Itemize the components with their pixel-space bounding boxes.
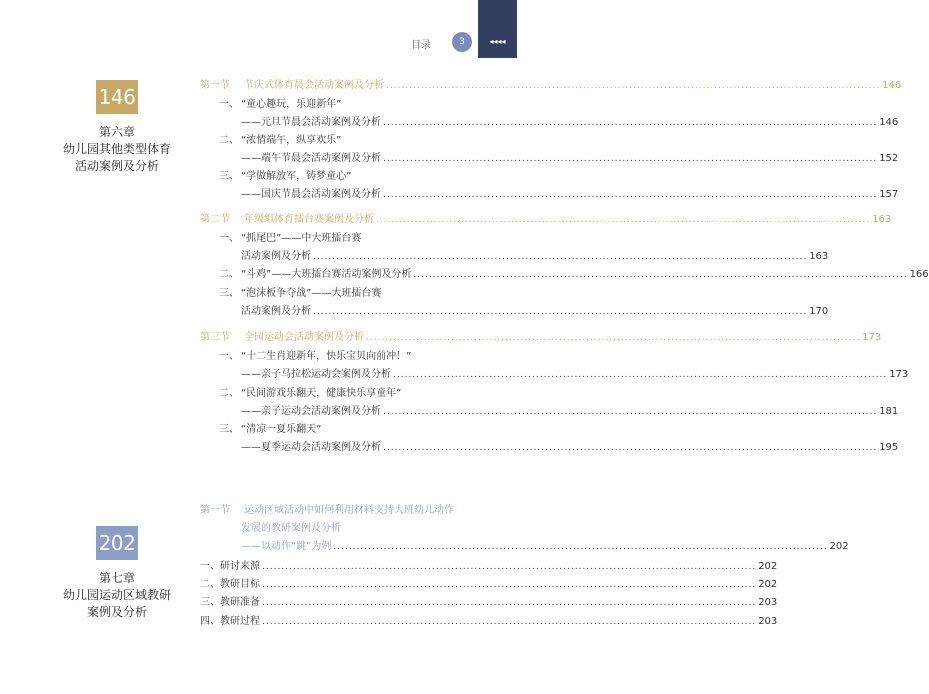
toc-entry-title: “十二生肖迎新年，快乐宝贝向前冲！” bbox=[241, 351, 412, 362]
toc-page-number: 166 bbox=[909, 269, 929, 280]
toc-page-number: 203 bbox=[758, 597, 778, 608]
toc-page-number: 146 bbox=[879, 117, 899, 128]
toc-leader-dots: ................................................................................................................................ bbox=[376, 215, 871, 225]
toc-entry-number: 一、 bbox=[200, 561, 220, 572]
chapter-name-line2: 案例及分析 bbox=[86, 605, 147, 619]
toc-entry bbox=[200, 596, 778, 610]
toc-page-number: 173 bbox=[862, 332, 882, 343]
toc-entry-number: 一、 bbox=[219, 233, 239, 244]
toc-entry-number: 三、 bbox=[219, 171, 239, 182]
toc-entry-title: ——端午节晨会活动案例及分析 bbox=[241, 153, 381, 164]
contents-label: 目录 bbox=[411, 40, 431, 51]
toc-entry-title: 年级组体育擂台赛案例及分析 bbox=[244, 214, 374, 225]
corner-tab bbox=[478, 0, 517, 58]
toc-leader-dots: ................................................................................................................................ bbox=[383, 190, 878, 200]
toc-entry-title: “斗鸡”——大班擂台赛活动案例及分析 bbox=[241, 269, 412, 280]
toc-entry bbox=[241, 441, 899, 455]
toc-section-entry bbox=[200, 504, 464, 517]
toc-entry bbox=[241, 152, 899, 166]
toc-entry-title: “泡沫板争夺战”——大班擂台赛 bbox=[241, 288, 382, 299]
toc-entry bbox=[219, 423, 464, 436]
chapter-7-block bbox=[37, 526, 197, 621]
toc-leader-dots: ................................................................................................................................ bbox=[383, 407, 878, 417]
toc-leader-dots: ................................................................................................................................ bbox=[313, 307, 808, 317]
toc-entry-title: 教研准备 bbox=[220, 597, 260, 608]
toc-page-number: 152 bbox=[879, 153, 899, 164]
toc-entry-number: 一、 bbox=[219, 99, 239, 110]
toc-leader-dots: ................................................................................................................................ bbox=[262, 598, 757, 608]
toc-leader-dots: ................................................................................................................................ bbox=[413, 270, 908, 280]
chapter-number: 第六章 bbox=[98, 125, 135, 139]
toc-entry bbox=[200, 578, 778, 592]
toc-entry-number: 四、 bbox=[200, 616, 220, 627]
back-arrows-icon: ◂◂◂◂ bbox=[489, 37, 506, 46]
toc-entry-title: ——元旦节晨会活动案例及分析 bbox=[241, 117, 381, 128]
toc-entry-title: “童心趣玩，乐迎新年” bbox=[241, 99, 342, 110]
toc-entry bbox=[219, 387, 464, 400]
toc-entry bbox=[241, 305, 829, 319]
toc-page-number: 203 bbox=[758, 616, 778, 627]
toc-entry-title: ——夏季运动会活动案例及分析 bbox=[241, 442, 381, 453]
toc-entry-number: 二、 bbox=[219, 388, 239, 399]
toc-page-number: 202 bbox=[758, 579, 778, 590]
toc-entry bbox=[241, 405, 899, 419]
toc-entry bbox=[200, 560, 778, 574]
toc-entry bbox=[219, 287, 464, 300]
toc-entry bbox=[241, 368, 909, 382]
toc-entry-number: 三、 bbox=[219, 288, 239, 299]
toc-entry bbox=[241, 188, 899, 202]
toc-leader-dots: ................................................................................................................................ bbox=[383, 443, 878, 453]
toc-entry-title: 发展的教研案例及分析 bbox=[241, 523, 341, 534]
toc-entry-number: 二、 bbox=[200, 579, 220, 590]
toc-leader-dots: ................................................................................................................................ bbox=[313, 252, 808, 262]
toc-leader-dots: ................................................................................................................................ bbox=[262, 562, 757, 572]
toc-entry bbox=[241, 522, 464, 535]
toc-section-entry bbox=[200, 79, 902, 93]
toc-entry-number: 三、 bbox=[219, 424, 239, 435]
toc-entry-title: “清凉一夏乐翻天” bbox=[241, 424, 322, 435]
chapter-start-page: 146 bbox=[96, 80, 138, 114]
toc-entry bbox=[219, 232, 464, 245]
chapter-title bbox=[37, 124, 197, 175]
toc-entry-title: ——国庆节晨会活动案例及分析 bbox=[241, 189, 381, 200]
toc-entry bbox=[219, 268, 929, 282]
toc-entry-number: 三、 bbox=[200, 597, 220, 608]
toc-page-number: 163 bbox=[872, 214, 892, 225]
chapter-6-block bbox=[37, 80, 197, 175]
toc-leader-dots: ................................................................................................................................ bbox=[333, 542, 828, 552]
toc-page-number: 146 bbox=[882, 80, 902, 91]
chapter-start-page: 202 bbox=[96, 526, 138, 560]
chapter-name-line2: 活动案例及分析 bbox=[74, 159, 159, 173]
toc-entry-title: ——亲子运动会活动案例及分析 bbox=[241, 406, 381, 417]
chapter-number: 第七章 bbox=[98, 571, 135, 585]
toc-entry-title: “浓情端午，纵享欢乐” bbox=[241, 135, 342, 146]
page-number-badge: 3 bbox=[452, 32, 472, 52]
toc-leader-dots: ................................................................................................................................ bbox=[383, 118, 878, 128]
toc-entry bbox=[219, 350, 464, 363]
toc-page-number: 195 bbox=[879, 442, 899, 453]
toc-section-entry bbox=[200, 331, 882, 345]
toc-entry-number: 二、 bbox=[219, 269, 239, 280]
toc-page-number: 202 bbox=[829, 541, 849, 552]
toc-entry-title: ——亲子马拉松运动会案例及分析 bbox=[241, 369, 391, 380]
toc-entry bbox=[219, 170, 464, 183]
chapter-name-line1: 幼儿园运动区域教研 bbox=[62, 588, 171, 602]
toc-leader-dots: ................................................................................................................................ bbox=[262, 617, 757, 627]
toc-leader-dots: ................................................................................................................................ bbox=[393, 370, 888, 380]
toc-entry-title: 节庆式体育晨会活动案例及分析 bbox=[244, 80, 384, 91]
toc-entry bbox=[219, 134, 464, 147]
toc-page-number: 163 bbox=[809, 251, 829, 262]
toc-entry-title: “民间游戏乐翻天，健康快乐享童年” bbox=[241, 388, 402, 399]
toc-entry-number: 一、 bbox=[219, 351, 239, 362]
toc-entry bbox=[241, 250, 829, 264]
toc-leader-dots: ................................................................................................................................ bbox=[262, 580, 757, 590]
toc-entry-number: 第一节 bbox=[200, 80, 230, 91]
toc-entry bbox=[200, 615, 778, 629]
toc-entry-title: ——以动作“跳”为例 bbox=[241, 541, 332, 552]
toc-entry-title: 教研目标 bbox=[220, 579, 260, 590]
toc-section-entry bbox=[200, 213, 892, 227]
toc-entry bbox=[241, 540, 849, 554]
toc-entry-number: 第二节 bbox=[200, 214, 230, 225]
toc-page-number: 181 bbox=[879, 406, 899, 417]
toc-entry-title: 研讨来源 bbox=[220, 561, 260, 572]
toc-page-number: 173 bbox=[889, 369, 909, 380]
toc-entry bbox=[219, 98, 464, 111]
toc-entry-title: 活动案例及分析 bbox=[241, 306, 311, 317]
toc-entry-title: 教研过程 bbox=[220, 616, 260, 627]
toc-page-number: 202 bbox=[758, 561, 778, 572]
toc-entry-number: 第三节 bbox=[200, 332, 230, 343]
toc-entry-title: 运动区域活动中如何利用材料支持大班幼儿动作 bbox=[244, 505, 454, 516]
toc-entry-title: “学做解放军，铸梦童心” bbox=[241, 171, 352, 182]
chapter-name-line1: 幼儿园其他类型体育 bbox=[62, 142, 171, 156]
toc-entry-title: “抓尾巴”——中大班擂台赛 bbox=[241, 233, 362, 244]
toc-entry-title: 活动案例及分析 bbox=[241, 251, 311, 262]
toc-entry-title: 全园运动会活动案例及分析 bbox=[244, 332, 364, 343]
toc-page-number: 157 bbox=[879, 189, 899, 200]
toc-entry-number: 第一节 bbox=[200, 505, 230, 516]
toc-leader-dots: ................................................................................................................................ bbox=[386, 81, 881, 91]
toc-entry-number: 二、 bbox=[219, 135, 239, 146]
toc-leader-dots: ................................................................................................................................ bbox=[366, 333, 861, 343]
chapter-title bbox=[37, 570, 197, 621]
toc-leader-dots: ................................................................................................................................ bbox=[383, 154, 878, 164]
toc-entry bbox=[241, 116, 899, 130]
toc-page-number: 170 bbox=[809, 306, 829, 317]
